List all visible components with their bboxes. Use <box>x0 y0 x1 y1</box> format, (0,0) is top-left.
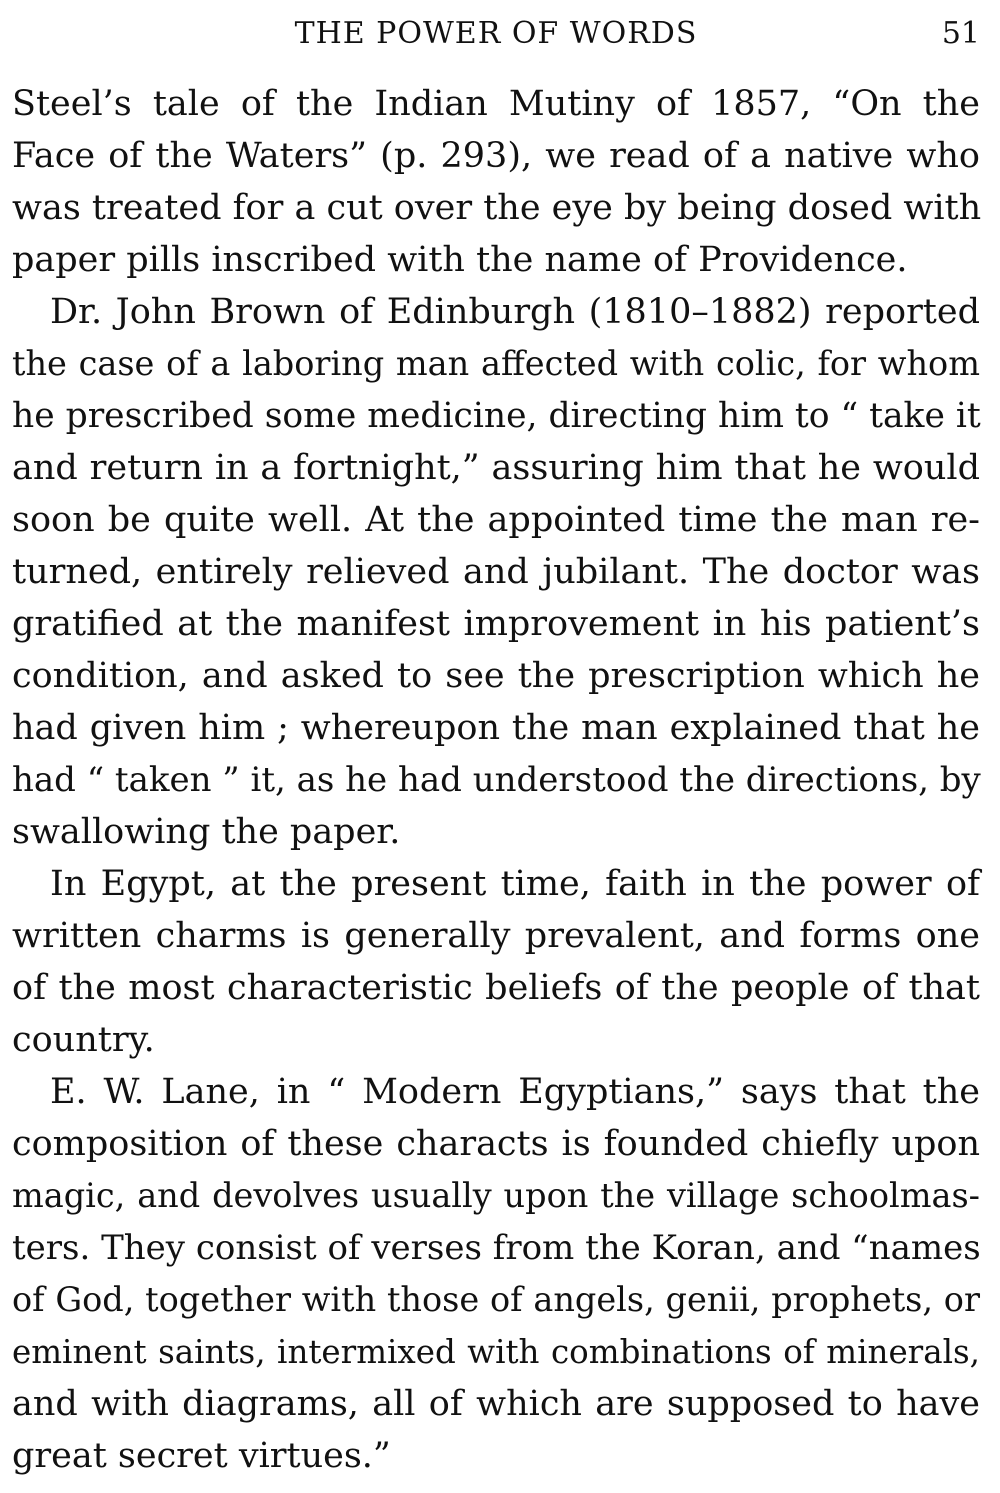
text-line: was treated for a cut over the eye by being dosed with <box>12 188 982 228</box>
text-line: had given him ; whereupon the man explained that he <box>12 708 980 748</box>
text-line: had “ taken ” it, as he had understood the directions, by <box>12 760 981 800</box>
text-line: condition, and asked to see the prescription which he <box>12 656 980 696</box>
text-line: In Egypt, at the present time, faith in the power of <box>50 864 980 904</box>
text-line: swallowing the paper. <box>12 812 401 852</box>
text-line: Dr. John Brown of Edinburgh (1810–1882) reported <box>50 292 980 332</box>
text-line: country. <box>12 1020 155 1060</box>
text-line: eminent saints, intermixed with combinations of minerals, <box>12 1333 980 1371</box>
text-line: the case of a laboring man affected with colic, for whom <box>12 344 980 383</box>
running-title: THE POWER OF WORDS <box>294 16 698 51</box>
text-line: of God, together with those of angels, genii, prophets, or <box>12 1280 980 1319</box>
text-line: gratified at the manifest improvement in his patient’s <box>12 604 980 644</box>
text-line: paper pills inscribed with the name of Providence. <box>12 240 908 280</box>
text-line: ters. They consist of verses from the Koran, and “names <box>12 1228 981 1268</box>
running-head <box>12 14 980 54</box>
text-line: turned, entirely relieved and jubilant. The doctor was <box>12 552 980 592</box>
text-line: Face of the Waters” (p. 293), we read of a native who <box>12 136 980 176</box>
text-line: soon be quite well. At the appointed time the man re- <box>12 500 980 540</box>
text-line: of the most characteristic beliefs of the people of that <box>12 968 980 1008</box>
text-line: and with diagrams, all of which are supposed to have <box>12 1384 980 1424</box>
text-line: he prescribed some medicine, directing him to “ take it <box>12 396 981 436</box>
body-text <box>12 78 980 1482</box>
text-line: Steel’s tale of the Indian Mutiny of 1857, “On the <box>12 84 980 124</box>
text-line: great secret virtues.” <box>12 1436 391 1476</box>
text-line: magic, and devolves usually upon the village schoolmas- <box>12 1176 980 1215</box>
text-line: composition of these characts is founded chiefly upon <box>12 1124 980 1164</box>
text-line: and return in a fortnight,” assuring him that he would <box>12 448 980 488</box>
text-line: E. W. Lane, in “ Modern Egyptians,” says that the <box>50 1072 980 1112</box>
text-line: written charms is generally prevalent, and forms one <box>12 916 980 956</box>
page-number: 51 <box>941 16 980 51</box>
